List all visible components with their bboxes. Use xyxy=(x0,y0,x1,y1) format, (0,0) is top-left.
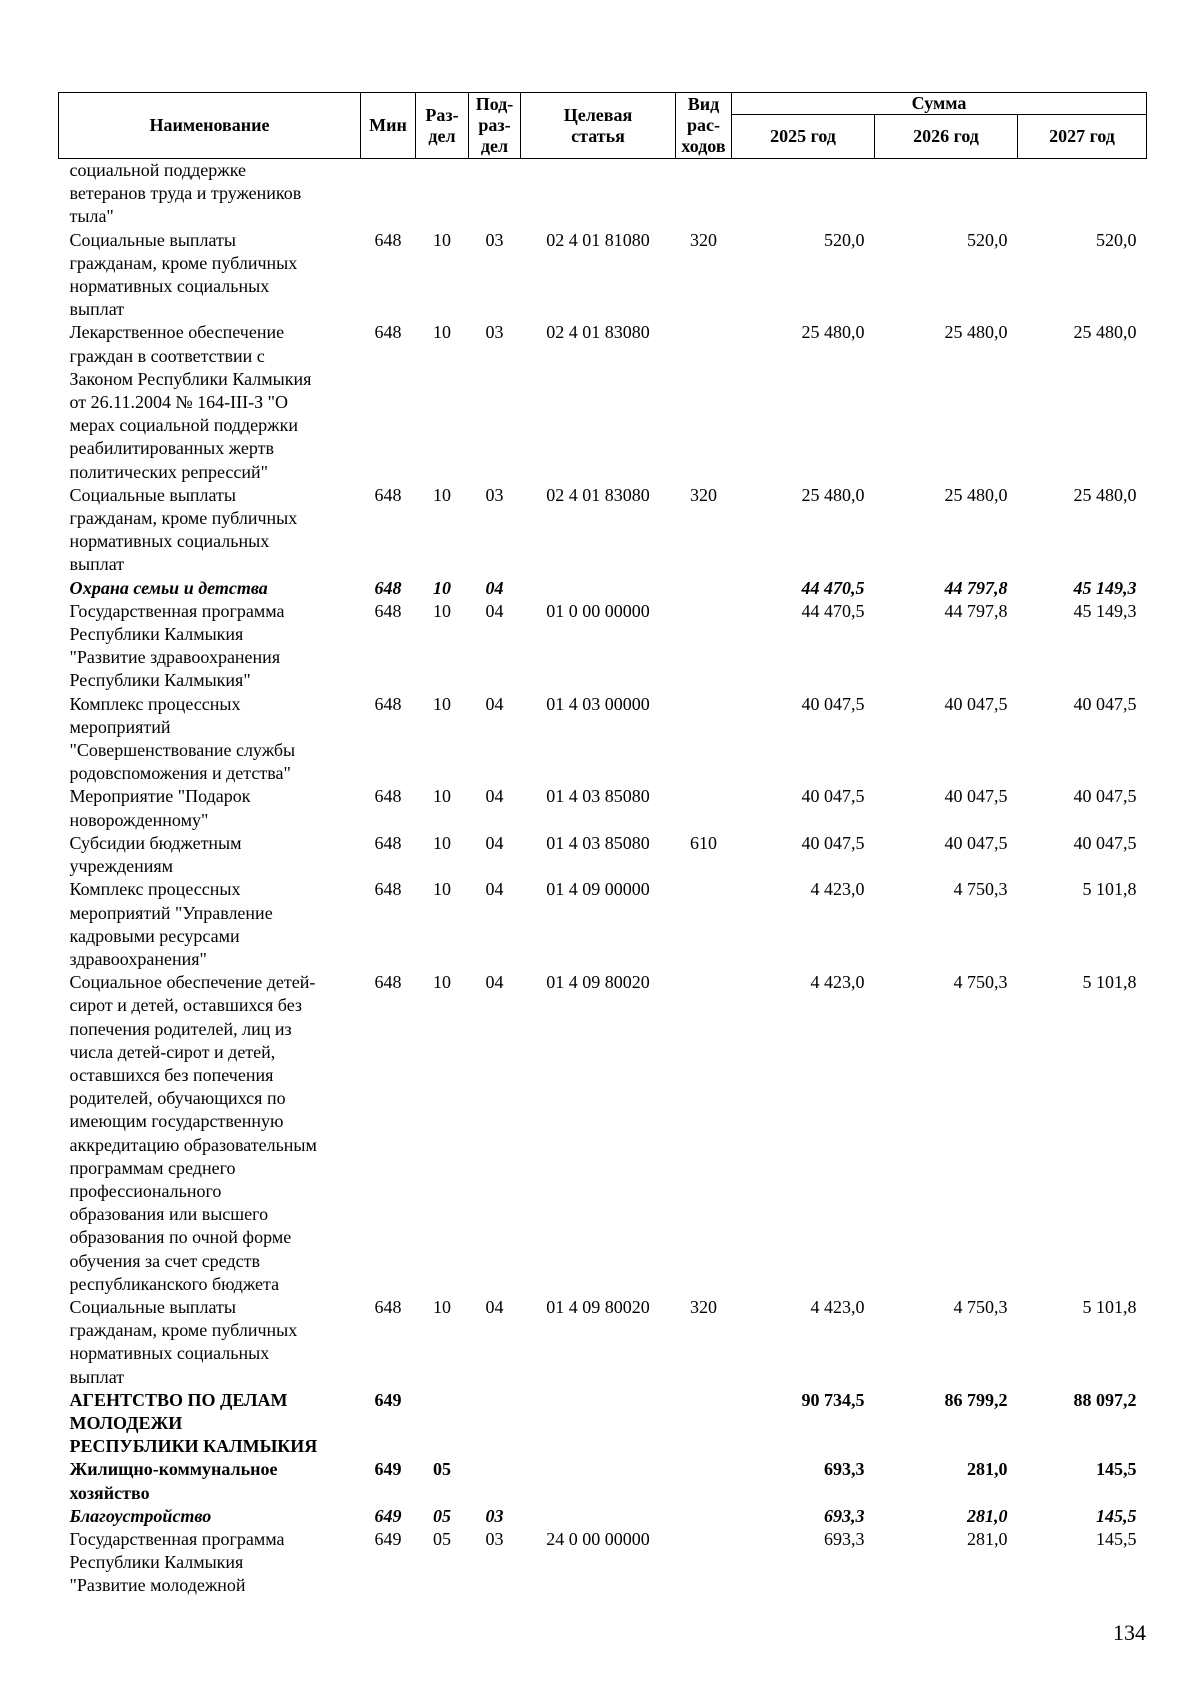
cell-min: 649 xyxy=(374,1389,402,1410)
table-row xyxy=(59,971,1147,1296)
cell-vid xyxy=(676,321,732,483)
cell-amount-2025: 25 480,0 xyxy=(801,322,865,343)
header-target: Целевая статья xyxy=(521,93,676,159)
cell-target: 01 4 09 00000 xyxy=(546,879,650,900)
table-row xyxy=(59,878,1147,971)
cell-target: 01 4 09 80020 xyxy=(546,972,650,993)
cell-name: Социальное обеспечение детей- сирот и детей, оставшихся без попечения родителей, лиц из числа детей-сирот и детей, оставшихся без попечения родителей, обучающихся по имеющим государственную аккредитацию образовательным программам среднего профессионального образования или высшего образования по очной форме обучения за счет средств республиканского бюджета xyxy=(69,972,317,1294)
cell-amount-2025 xyxy=(732,159,875,229)
table-row xyxy=(59,785,1147,831)
cell-amount-2026: 25 480,0 xyxy=(944,322,1008,343)
table-row xyxy=(59,1505,1147,1528)
table-row xyxy=(59,1458,1147,1504)
cell-razdel: 10 xyxy=(433,693,451,714)
cell-name: Комплекс процессных мероприятий "Управление кадровыми ресурсами здравоохранения" xyxy=(69,879,273,969)
cell-name: Социальные выплаты гражданам, кроме публичных нормативных социальных выплат xyxy=(69,1296,298,1387)
cell-name: Охрана семьи и детства xyxy=(69,577,268,598)
cell-target: 01 4 03 00000 xyxy=(546,693,650,714)
cell-amount-2026: 4 750,3 xyxy=(953,1296,1008,1317)
cell-amount-2026: 40 047,5 xyxy=(944,693,1008,714)
cell-min: 648 xyxy=(374,229,402,250)
cell-min: 648 xyxy=(374,879,402,900)
cell-amount-2025: 693,3 xyxy=(824,1528,865,1549)
cell-vid xyxy=(676,1505,732,1528)
cell-amount-2026: 40 047,5 xyxy=(944,832,1008,853)
header-vid: Вид рас- ходов xyxy=(676,93,732,159)
cell-vid xyxy=(676,785,732,831)
cell-amount-2025: 40 047,5 xyxy=(801,786,865,807)
cell-amount-2027: 5 101,8 xyxy=(1082,1296,1137,1317)
cell-razdel: 10 xyxy=(433,1296,451,1317)
cell-amount-2026: 40 047,5 xyxy=(944,786,1008,807)
page xyxy=(58,92,1146,1598)
cell-name: Субсидии бюджетным учреждениям xyxy=(69,832,242,877)
cell-name: Жилищно-коммунальное хозяйство xyxy=(69,1459,278,1503)
cell-target: 01 0 00 00000 xyxy=(546,600,650,621)
cell-amount-2025: 40 047,5 xyxy=(801,832,865,853)
cell-podrazdel: 04 xyxy=(485,832,504,853)
cell-min: 648 xyxy=(374,693,402,714)
cell-amount-2026: 281,0 xyxy=(967,1459,1008,1480)
cell-razdel: 10 xyxy=(433,229,451,250)
cell-min: 649 xyxy=(374,1528,402,1549)
cell-amount-2025: 90 734,5 xyxy=(801,1389,865,1410)
cell-amount-2025: 4 423,0 xyxy=(810,879,865,900)
cell-amount-2025: 44 470,5 xyxy=(801,600,865,621)
cell-amount-2027: 145,5 xyxy=(1096,1505,1137,1526)
cell-razdel: 05 xyxy=(433,1459,451,1480)
cell-amount-2027: 40 047,5 xyxy=(1073,786,1137,807)
table-row xyxy=(59,1528,1147,1598)
header-year-2025: 2025 год xyxy=(732,115,875,159)
cell-razdel: 10 xyxy=(433,484,451,505)
cell-razdel: 10 xyxy=(433,600,451,621)
cell-target: 01 4 03 85080 xyxy=(546,832,650,853)
cell-razdel xyxy=(416,1389,469,1459)
cell-amount-2027: 5 101,8 xyxy=(1082,972,1137,993)
cell-vid xyxy=(676,1389,732,1459)
cell-vid xyxy=(676,1528,732,1598)
header-razdel: Раз- дел xyxy=(416,93,469,159)
table-row xyxy=(59,484,1147,577)
cell-podrazdel: 04 xyxy=(485,693,504,714)
cell-vid: 320 xyxy=(690,484,717,505)
cell-podrazdel xyxy=(469,1458,521,1504)
cell-razdel: 10 xyxy=(433,577,451,598)
cell-target: 02 4 01 81080 xyxy=(546,229,650,250)
cell-target xyxy=(521,1505,676,1528)
cell-min: 648 xyxy=(374,972,402,993)
table-row xyxy=(59,229,1147,322)
cell-podrazdel xyxy=(469,1389,521,1459)
cell-amount-2025: 693,3 xyxy=(824,1459,865,1480)
cell-amount-2027: 5 101,8 xyxy=(1082,879,1137,900)
cell-amount-2027: 88 097,2 xyxy=(1073,1389,1137,1410)
cell-amount-2026: 281,0 xyxy=(967,1528,1008,1549)
cell-amount-2027: 145,5 xyxy=(1096,1459,1137,1480)
cell-amount-2027: 25 480,0 xyxy=(1073,484,1137,505)
cell-amount-2026: 281,0 xyxy=(967,1505,1008,1526)
cell-vid xyxy=(676,159,732,229)
cell-name: АГЕНТСТВО ПО ДЕЛАМ МОЛОДЕЖИ РЕСПУБЛИКИ КАЛМЫКИЯ xyxy=(69,1389,318,1457)
cell-amount-2026: 4 750,3 xyxy=(953,972,1008,993)
cell-amount-2025: 40 047,5 xyxy=(801,693,865,714)
cell-name: Социальные выплаты гражданам, кроме публичных нормативных социальных выплат xyxy=(69,229,298,320)
cell-min: 648 xyxy=(374,786,402,807)
cell-name: Благоустройство xyxy=(69,1505,212,1526)
cell-amount-2025: 4 423,0 xyxy=(810,1296,865,1317)
header-min: Мин xyxy=(361,93,416,159)
cell-min: 648 xyxy=(374,484,402,505)
cell-razdel: 10 xyxy=(433,322,451,343)
cell-podrazdel: 04 xyxy=(485,972,504,993)
cell-min: 648 xyxy=(374,577,402,598)
cell-min: 648 xyxy=(374,322,402,343)
cell-amount-2027: 40 047,5 xyxy=(1073,693,1137,714)
cell-amount-2027: 520,0 xyxy=(1096,229,1137,250)
cell-podrazdel: 04 xyxy=(485,577,504,598)
cell-podrazdel: 04 xyxy=(485,1296,504,1317)
cell-podrazdel: 03 xyxy=(485,1528,504,1549)
table-row xyxy=(59,832,1147,878)
cell-amount-2027: 45 149,3 xyxy=(1073,577,1137,598)
cell-razdel: 10 xyxy=(433,972,451,993)
cell-target xyxy=(521,1458,676,1504)
cell-amount-2026: 86 799,2 xyxy=(944,1389,1008,1410)
cell-target: 01 4 09 80020 xyxy=(546,1296,650,1317)
cell-min: 648 xyxy=(374,600,402,621)
cell-razdel xyxy=(416,159,469,229)
table-row xyxy=(59,577,1147,600)
budget-table xyxy=(58,92,1147,1598)
cell-amount-2026: 44 797,8 xyxy=(944,577,1008,598)
cell-razdel: 10 xyxy=(433,879,451,900)
table-row xyxy=(59,693,1147,786)
cell-podrazdel xyxy=(469,159,521,229)
table-row xyxy=(59,1296,1147,1389)
cell-vid: 320 xyxy=(690,1296,717,1317)
cell-vid xyxy=(676,600,732,693)
cell-podrazdel: 03 xyxy=(485,1505,504,1526)
cell-target: 02 4 01 83080 xyxy=(546,322,650,343)
cell-target: 24 0 00 00000 xyxy=(546,1528,650,1549)
cell-amount-2027: 40 047,5 xyxy=(1073,832,1137,853)
cell-amount-2026: 25 480,0 xyxy=(944,484,1008,505)
cell-podrazdel: 04 xyxy=(485,600,504,621)
cell-razdel: 05 xyxy=(433,1505,451,1526)
cell-amount-2026: 4 750,3 xyxy=(953,879,1008,900)
cell-razdel: 10 xyxy=(433,832,451,853)
cell-amount-2027: 25 480,0 xyxy=(1073,322,1137,343)
table-row xyxy=(59,159,1147,229)
cell-amount-2025: 4 423,0 xyxy=(810,972,865,993)
cell-target: 02 4 01 83080 xyxy=(546,484,650,505)
cell-min: 648 xyxy=(374,1296,402,1317)
cell-vid xyxy=(676,878,732,971)
table-row xyxy=(59,321,1147,483)
cell-vid: 610 xyxy=(690,832,717,853)
cell-amount-2026 xyxy=(875,159,1018,229)
cell-razdel: 05 xyxy=(433,1528,451,1549)
cell-vid xyxy=(676,1458,732,1504)
cell-razdel: 10 xyxy=(433,786,451,807)
cell-podrazdel: 04 xyxy=(485,786,504,807)
cell-target xyxy=(521,159,676,229)
cell-name: Комплекс процессных мероприятий "Совершенствование службы родовспоможения и детства" xyxy=(69,693,296,784)
cell-min: 649 xyxy=(374,1505,402,1526)
cell-amount-2025: 25 480,0 xyxy=(801,484,865,505)
cell-amount-2025: 44 470,5 xyxy=(801,577,865,598)
cell-vid: 320 xyxy=(690,229,717,250)
header-summa: Сумма xyxy=(732,93,1147,115)
cell-min: 649 xyxy=(374,1459,402,1480)
table-row xyxy=(59,1389,1147,1459)
cell-target xyxy=(521,1389,676,1459)
cell-name: социальной поддержке ветеранов труда и тружеников тыла" xyxy=(69,160,302,227)
cell-name: Лекарственное обеспечение граждан в соответствии с Законом Республики Калмыкия от 26.11.2004 № 164-III-З "О мерах социальной поддержки реабилитированных жертв политических репрессий" xyxy=(69,322,312,482)
cell-amount-2025: 520,0 xyxy=(824,229,865,250)
cell-amount-2026: 520,0 xyxy=(967,229,1008,250)
table-body xyxy=(59,159,1147,1598)
cell-name: Социальные выплаты гражданам, кроме публичных нормативных социальных выплат xyxy=(69,484,298,575)
cell-name: Мероприятие "Подарок новорожденному" xyxy=(69,786,251,830)
header-podrazdel: Под- раз- дел xyxy=(469,93,521,159)
cell-podrazdel: 03 xyxy=(485,322,504,343)
cell-podrazdel: 03 xyxy=(485,484,504,505)
table-row xyxy=(59,600,1147,693)
cell-name: Государственная программа Республики Калмыкия "Развитие молодежной xyxy=(69,1528,285,1596)
cell-podrazdel: 03 xyxy=(485,229,504,250)
cell-amount-2027: 145,5 xyxy=(1096,1528,1137,1549)
table-header xyxy=(59,93,1147,159)
cell-amount-2026: 44 797,8 xyxy=(944,600,1008,621)
header-year-2026: 2026 год xyxy=(875,115,1018,159)
cell-vid xyxy=(676,693,732,786)
cell-target xyxy=(521,577,676,600)
cell-amount-2027: 45 149,3 xyxy=(1073,600,1137,621)
cell-min xyxy=(361,159,416,229)
cell-target: 01 4 03 85080 xyxy=(546,786,650,807)
cell-amount-2027 xyxy=(1018,159,1147,229)
cell-min: 648 xyxy=(374,832,402,853)
cell-vid xyxy=(676,577,732,600)
header-year-2027: 2027 год xyxy=(1018,115,1147,159)
cell-podrazdel: 04 xyxy=(485,879,504,900)
header-name: Наименование xyxy=(59,93,361,159)
cell-vid xyxy=(676,971,732,1296)
cell-amount-2025: 693,3 xyxy=(824,1505,865,1526)
page-number: 134 xyxy=(1113,1620,1146,1645)
cell-name: Государственная программа Республики Калмыкия "Развитие здравоохранения Республики Калмыкия" xyxy=(69,600,285,691)
